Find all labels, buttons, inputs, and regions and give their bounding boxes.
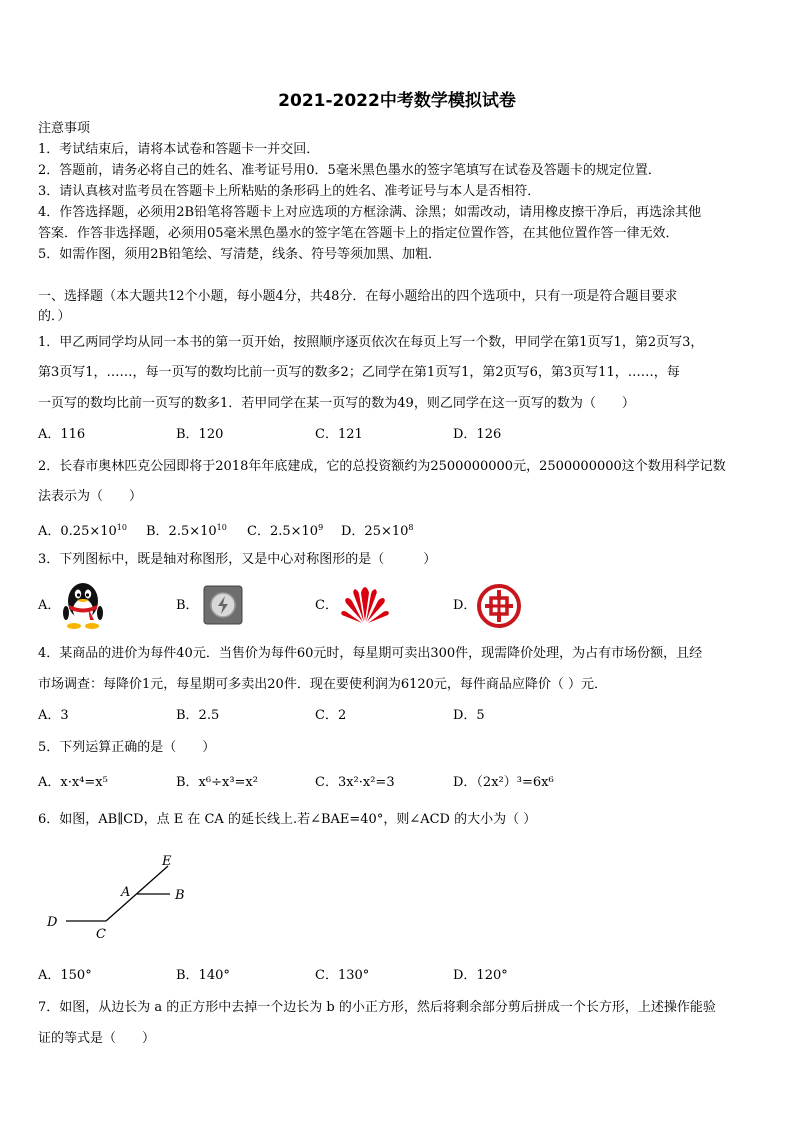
q5-option-d[interactable]: D．（2x²）³=6x⁶ — [453, 775, 554, 790]
q6-option-d[interactable]: D．120° — [453, 968, 508, 983]
section-heading: 一、选择题（本大题共12个小题，每小题4分，共48分．在每小题给出的四个选项中，只有一项是符合题目要求 — [38, 289, 678, 304]
q2-stem: 2．长春市奥林匹克公园即将于2018年年底建成，它的总投资额约为2500000000元，2500000000这个数用科学记数 — [38, 459, 726, 474]
label-d: D — [47, 915, 58, 930]
parallel-lines-figure — [40, 846, 210, 950]
q2-option-d[interactable]: D．$25\times 10^8$ — [341, 523, 414, 539]
q4-option-d[interactable]: D．5 — [453, 708, 485, 723]
q6-option-a[interactable]: A．150° — [38, 968, 92, 983]
q3-option-d[interactable]: D． — [453, 598, 477, 613]
q1-stem: 第3页写1，……，每一页写的数均比前一页写的数多2；乙同学在第1页写1，第2页写6，第3页写11，……，每 — [38, 365, 680, 380]
q1-option-a[interactable]: A．116 — [38, 427, 86, 442]
q5-stem: 5．下列运算正确的是（ ） — [38, 740, 216, 755]
q4-stem: 市场调查：每降价1元，每星期可多卖出20件．现在要使利润为6120元，每件商品应降价（ ）元． — [38, 677, 608, 692]
q1-option-b[interactable]: B．120 — [176, 427, 224, 442]
q2-stem: 法表示为（ ） — [38, 489, 143, 504]
q3-option-a[interactable]: A． — [38, 598, 61, 613]
penguin-icon — [61, 580, 105, 634]
q3-option-c[interactable]: C． — [315, 598, 338, 613]
q4-stem: 4．某商品的进价为每件40元．当售价为每件60元时，每星期可卖出300件，现需降价处理，为占有市场份额，且经 — [38, 646, 703, 661]
label-b: B — [175, 888, 185, 903]
q1-stem: 1．甲乙两同学均从同一本书的第一页开始，按照顺序逐页依次在每页上写一个数，甲同学在第1页写1，第2页写3， — [38, 335, 704, 350]
q2-option-c[interactable]: C．$2.5\times 10^9$ — [247, 523, 324, 539]
notice-item: 5．如需作图，须用2B铅笔绘、写清楚，线条、符号等须加黑、加粗． — [38, 247, 442, 262]
q1-stem: 一页写的数均比前一页写的数多1．若甲同学在某一页写的数为49，则乙同学在这一页写的数为（ ） — [38, 396, 635, 411]
notice-heading: 注意事项 — [38, 121, 91, 136]
q1-option-d[interactable]: D．126 — [453, 427, 502, 442]
q3-stem: 3．下列图标中，既是轴对称图形，又是中心对称图形的是（ ） — [38, 552, 437, 567]
q1-option-c[interactable]: C．121 — [315, 427, 363, 442]
notice-item: 答案．作答非选择题，必须用05毫米黑色墨水的签字笔在答题卡上的指定位置作答，在其他位置作答一律无效． — [38, 226, 679, 241]
q6-option-c[interactable]: C．130° — [315, 968, 370, 983]
power-icon — [203, 585, 243, 629]
q7-stem: 证的等式是（ ） — [38, 1031, 156, 1046]
notice-item: 2．答题前，请务必将自己的姓名、准考证号用0．5毫米黑色墨水的签字笔填写在试卷及答题卡的规定位置． — [38, 163, 661, 178]
notice-item: 3．请认真核对监考员在答题卡上所粘贴的条形码上的姓名、准考证号与本人是否相符． — [38, 184, 541, 199]
label-c: C — [96, 927, 106, 942]
icbc-logo-icon — [476, 583, 522, 633]
notice-item: 1．考试结束后，请将本试卷和答题卡一并交回． — [38, 142, 320, 157]
page-title: 2021-2022中考数学模拟试卷 — [278, 91, 516, 111]
q2-option-a[interactable]: A．$0.25\times 10^{10}$ — [38, 523, 127, 539]
q6-stem: 6．如图，AB∥CD，点 E 在 CA 的延长线上.若∠BAE=40°，则∠ACD 的大小为（ ） — [38, 812, 537, 827]
q7-stem: 7．如图，从边长为 a 的正方形中去掉一个边长为 b 的小正方形，然后将剩余部分剪后拼成一个长方形，上述操作能验 — [38, 1000, 716, 1015]
q2-option-b[interactable]: B．$2.5\times 10^{10}$ — [146, 523, 227, 539]
q4-option-c[interactable]: C．2 — [315, 708, 347, 723]
notice-item: 4．作答选择题，必须用2B铅笔将答题卡上对应选项的方框涂满、涂黑；如需改动，请用橡皮擦干净后，再选涂其他 — [38, 205, 702, 220]
q3-option-b[interactable]: B． — [176, 598, 199, 613]
q4-option-b[interactable]: B．2.5 — [176, 708, 220, 723]
q4-option-a[interactable]: A．3 — [38, 708, 69, 723]
q5-option-b[interactable]: B．x⁶÷x³=x² — [176, 775, 258, 790]
huawei-logo-icon — [340, 585, 390, 629]
label-e: E — [162, 854, 172, 869]
q5-option-c[interactable]: C．3x²·x²=3 — [315, 775, 395, 790]
q5-option-a[interactable]: A．x·x⁴=x⁵ — [38, 775, 108, 790]
q6-option-b[interactable]: B．140° — [176, 968, 230, 983]
section-heading-cont: 的．） — [38, 309, 71, 324]
label-a: A — [121, 885, 131, 900]
